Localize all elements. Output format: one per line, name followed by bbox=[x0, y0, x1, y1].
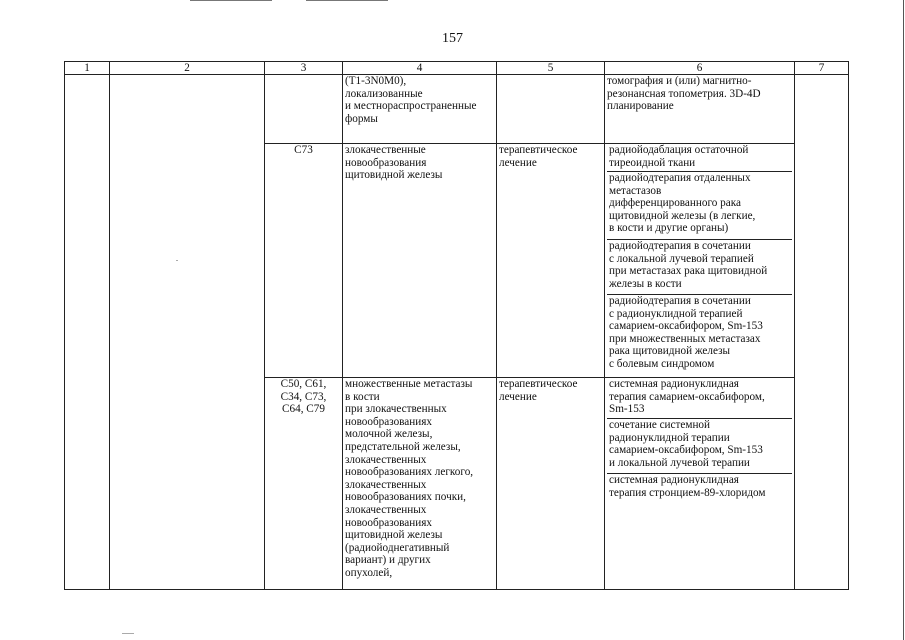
column-header: 3 bbox=[265, 62, 343, 75]
cell-col7 bbox=[795, 75, 849, 590]
top-rule-right bbox=[306, 0, 388, 1]
method-list bbox=[607, 378, 792, 499]
cell-method: томография и (или) магнитно- резонансная топометрия. 3D-4D планирование bbox=[605, 75, 795, 144]
method-item: радиойодтерапия в сочетании с локальной лучевой терапией при метастазах рака щитовидной железы в кости bbox=[607, 240, 792, 295]
cell-code bbox=[265, 75, 343, 144]
column-header: 2 bbox=[110, 62, 265, 75]
method-item: системная радионуклидная терапия самарием-оксабифором, Sm-153 bbox=[607, 378, 792, 419]
column-header: 6 bbox=[605, 62, 795, 75]
method-item: системная радионуклидная терапия стронцием-89-хлоридом bbox=[609, 474, 766, 499]
cell-treatment-type: терапевтическое лечение bbox=[497, 144, 605, 378]
table-row bbox=[65, 75, 849, 144]
cell-treatment-type: терапевтическое лечение bbox=[497, 378, 605, 590]
method-item: радиойодаблация остаточной тиреоидной ткани bbox=[607, 144, 792, 172]
scan-edge bbox=[903, 0, 904, 640]
cell-code: С50, С61, С34, С73, С64, С79 bbox=[265, 378, 343, 590]
cell-col2 bbox=[110, 75, 265, 590]
cell-treatment-type bbox=[497, 75, 605, 144]
cell-diagnosis: (Т1-3N0M0), локализованные и местнораспространенные формы bbox=[343, 75, 497, 144]
cell-code: С73 bbox=[265, 144, 343, 378]
page-number: 157 bbox=[442, 31, 463, 46]
method-list bbox=[607, 144, 792, 371]
column-header: 7 bbox=[795, 62, 849, 75]
table-header-row bbox=[65, 62, 849, 75]
cell-method bbox=[605, 144, 795, 378]
method-item: радиойодтерапия в сочетании с радионуклидной терапией самарием-оксабифором, Sm-153 при множественных метастазах рака щитовидной железы с болевым синдромом bbox=[609, 295, 763, 370]
top-rule-left bbox=[190, 0, 272, 1]
method-item: радиойодтерапия отдаленных метастазов дифференцированного рака щитовидной железы (в легкие, в кости и другие органы) bbox=[607, 172, 792, 240]
scan-speck bbox=[122, 633, 134, 634]
column-header: 1 bbox=[65, 62, 110, 75]
cell-diagnosis: множественные метастазы в кости при злокачественных новообразованиях молочной железы, предстательной железы, злокачественных новообразованиях легкого, злокачественных новообразованиях почки, злокачественных новообразованиях щитовидной железы (радиойоднегативный вариант) и других опухолей, bbox=[343, 378, 497, 590]
cell-method bbox=[605, 378, 795, 590]
cell-diagnosis: злокачественные новообразования щитовидной железы bbox=[343, 144, 497, 378]
document-table bbox=[64, 61, 849, 590]
column-header: 5 bbox=[497, 62, 605, 75]
column-header: 4 bbox=[343, 62, 497, 75]
cell-col1 bbox=[65, 75, 110, 590]
method-item: сочетание системной радионуклидной терапии самарием-оксабифором, Sm-153 и локальной лучевой терапии bbox=[607, 419, 792, 474]
